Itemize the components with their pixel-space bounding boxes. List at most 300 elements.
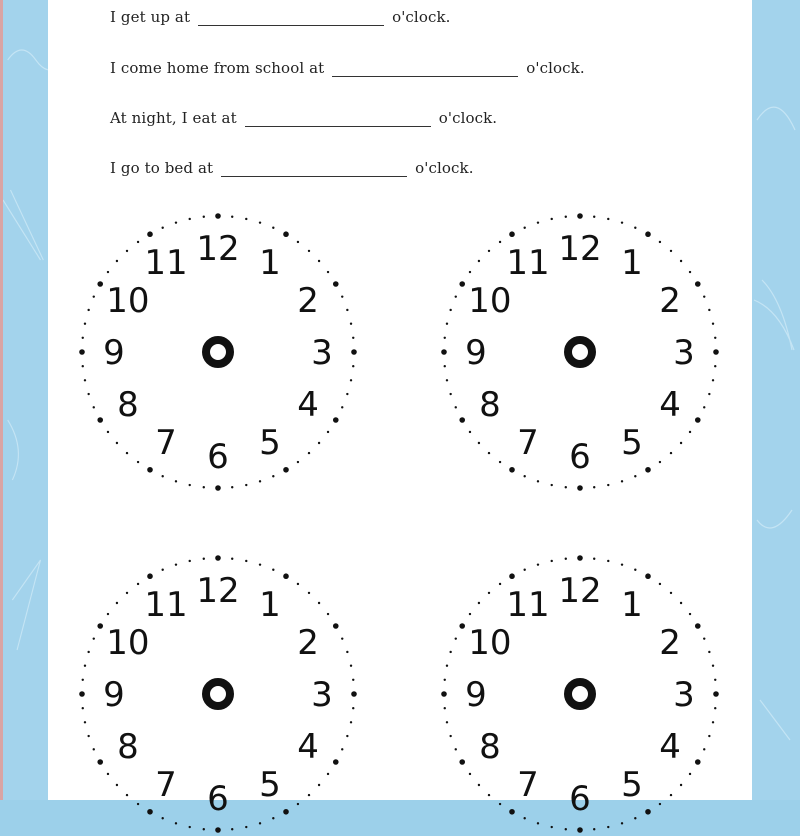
minute-dot — [352, 707, 354, 709]
hour-dot — [645, 809, 651, 815]
minute-dot — [634, 475, 636, 477]
minute-dot — [708, 735, 710, 737]
minute-dot — [478, 602, 480, 604]
clock-svg — [442, 556, 718, 832]
hour-dot — [577, 555, 583, 561]
minute-dot — [352, 365, 354, 367]
hour-dot — [283, 573, 289, 579]
minute-dot — [175, 822, 177, 824]
minute-dot — [670, 250, 672, 252]
minute-dot — [82, 679, 84, 681]
minute-dot — [593, 216, 595, 218]
border-pattern-icon — [752, 0, 800, 800]
minute-dot — [703, 748, 705, 750]
minute-dot — [137, 583, 139, 585]
minute-dot — [469, 613, 471, 615]
hour-dot — [713, 691, 719, 697]
hour-dot — [351, 691, 357, 697]
minute-dot — [231, 828, 233, 830]
minute-dot — [341, 637, 343, 639]
clock-number: 3 — [673, 333, 695, 373]
clock-number: 9 — [103, 333, 125, 373]
minute-dot — [116, 602, 118, 604]
minute-dot — [670, 452, 672, 454]
minute-dot — [297, 241, 299, 243]
minute-dot — [565, 486, 567, 488]
clock-number: 1 — [621, 584, 643, 625]
clock-number: 11 — [506, 584, 550, 625]
minute-dot — [621, 480, 623, 482]
minute-dot — [446, 323, 448, 325]
minute-dot — [607, 484, 609, 486]
sentence-eat-night — [110, 109, 497, 127]
clock-number: 4 — [297, 385, 319, 425]
minute-dot — [659, 241, 661, 243]
minute-dot — [82, 707, 84, 709]
minute-dot — [82, 365, 84, 367]
minute-dot — [297, 461, 299, 463]
minute-dot — [308, 794, 310, 796]
minute-dot — [126, 250, 128, 252]
minute-dot — [607, 560, 609, 562]
minute-dot — [327, 613, 329, 615]
sentence-suffix: o'clock. — [392, 8, 451, 26]
hour-dot — [333, 417, 339, 423]
minute-dot — [137, 803, 139, 805]
hour-dot — [459, 417, 465, 423]
sentence-suffix: o'clock. — [415, 159, 474, 177]
clock-center-icon — [206, 340, 230, 364]
clock-number: 3 — [673, 675, 695, 715]
minute-dot — [161, 227, 163, 229]
sentence-text: At night, I eat at — [110, 109, 237, 127]
minute-dot — [318, 442, 320, 444]
minute-dot — [84, 665, 86, 667]
hour-dot — [713, 349, 719, 355]
minute-dot — [93, 637, 95, 639]
minute-dot — [551, 560, 553, 562]
minute-dot — [488, 592, 490, 594]
clock-center-icon — [206, 682, 230, 706]
clock-number: 12 — [196, 229, 240, 269]
hour-dot — [695, 759, 701, 765]
hour-dot — [215, 555, 221, 561]
hour-dot — [147, 573, 153, 579]
minute-dot — [593, 558, 595, 560]
clock-number: 9 — [103, 675, 125, 715]
hour-dot — [147, 467, 153, 473]
minute-dot — [126, 794, 128, 796]
minute-dot — [469, 431, 471, 433]
clock-number: 12 — [558, 229, 602, 269]
minute-dot — [444, 679, 446, 681]
minute-dot — [203, 558, 205, 560]
clock-number: 8 — [479, 727, 501, 767]
minute-dot — [499, 241, 501, 243]
minute-dot — [499, 583, 501, 585]
clock-number: 5 — [621, 765, 643, 806]
minute-dot — [712, 721, 714, 723]
hour-dot — [97, 623, 103, 629]
sentence-text: I get up at — [110, 8, 191, 26]
minute-dot — [708, 309, 710, 311]
clock-face-2[interactable] — [442, 214, 718, 494]
minute-dot — [551, 484, 553, 486]
clock-number: 11 — [144, 242, 188, 283]
minute-dot — [499, 461, 501, 463]
minute-dot — [116, 260, 118, 262]
minute-dot — [231, 558, 233, 560]
answer-blank[interactable] — [221, 162, 407, 177]
clock-svg — [80, 556, 356, 832]
minute-dot — [175, 221, 177, 223]
minute-dot — [341, 295, 343, 297]
minute-dot — [565, 558, 567, 560]
sentence-suffix: o'clock. — [526, 59, 585, 77]
clock-number: 12 — [196, 571, 240, 611]
minute-dot — [446, 379, 448, 381]
minute-dot — [659, 461, 661, 463]
minute-dot — [116, 784, 118, 786]
minute-dot — [703, 406, 705, 408]
minute-dot — [203, 216, 205, 218]
minute-dot — [231, 216, 233, 218]
minute-dot — [680, 260, 682, 262]
minute-dot — [318, 260, 320, 262]
hour-dot — [509, 231, 515, 237]
minute-dot — [659, 583, 661, 585]
minute-dot — [87, 651, 89, 653]
clock-center-icon — [568, 682, 592, 706]
minute-dot — [449, 735, 451, 737]
minute-dot — [523, 817, 525, 819]
minute-dot — [523, 475, 525, 477]
clock-number: 6 — [569, 437, 591, 477]
minute-dot — [93, 748, 95, 750]
minute-dot — [488, 452, 490, 454]
clock-number: 6 — [207, 779, 229, 819]
minute-dot — [551, 218, 553, 220]
clock-number: 7 — [517, 765, 539, 806]
clock-number: 5 — [621, 423, 643, 464]
clock-number: 7 — [155, 765, 177, 806]
minute-dot — [449, 309, 451, 311]
hour-dot — [645, 573, 651, 579]
hour-dot — [459, 281, 465, 287]
minute-dot — [689, 431, 691, 433]
minute-dot — [670, 592, 672, 594]
minute-dot — [714, 365, 716, 367]
hour-dot — [333, 623, 339, 629]
clock-number: 9 — [465, 333, 487, 373]
minute-dot — [352, 337, 354, 339]
hour-dot — [695, 281, 701, 287]
clock-number: 10 — [468, 281, 512, 321]
clock-face-4[interactable] — [442, 556, 718, 836]
minute-dot — [523, 227, 525, 229]
minute-dot — [346, 309, 348, 311]
minute-dot — [455, 295, 457, 297]
minute-dot — [93, 295, 95, 297]
clock-number: 3 — [311, 333, 333, 373]
hour-dot — [215, 213, 221, 219]
clock-face-1[interactable] — [80, 214, 356, 494]
minute-dot — [708, 393, 710, 395]
minute-dot — [189, 826, 191, 828]
clock-center-icon — [568, 340, 592, 364]
minute-dot — [449, 393, 451, 395]
hour-dot — [283, 467, 289, 473]
minute-dot — [708, 651, 710, 653]
minute-dot — [126, 592, 128, 594]
minute-dot — [137, 461, 139, 463]
minute-dot — [444, 707, 446, 709]
minute-dot — [680, 602, 682, 604]
clock-svg — [80, 214, 356, 490]
clock-number: 4 — [297, 727, 319, 767]
clock-number: 8 — [117, 385, 139, 425]
minute-dot — [444, 365, 446, 367]
minute-dot — [84, 379, 86, 381]
minute-dot — [565, 828, 567, 830]
clock-number: 10 — [468, 623, 512, 663]
hour-dot — [333, 759, 339, 765]
minute-dot — [107, 271, 109, 273]
hour-dot — [509, 573, 515, 579]
hour-dot — [577, 827, 583, 833]
minute-dot — [189, 218, 191, 220]
minute-dot — [478, 260, 480, 262]
minute-dot — [175, 563, 177, 565]
minute-dot — [446, 665, 448, 667]
minute-dot — [607, 218, 609, 220]
border-pattern-icon — [3, 0, 48, 800]
clock-number: 2 — [297, 623, 319, 663]
clock-number: 5 — [259, 765, 281, 806]
minute-dot — [352, 679, 354, 681]
hour-dot — [509, 809, 515, 815]
minute-dot — [203, 828, 205, 830]
hour-dot — [577, 213, 583, 219]
clock-number: 7 — [155, 423, 177, 464]
hour-dot — [215, 827, 221, 833]
minute-dot — [689, 613, 691, 615]
minute-dot — [87, 393, 89, 395]
minute-dot — [680, 442, 682, 444]
clock-number: 4 — [659, 727, 681, 767]
hour-dot — [441, 349, 447, 355]
minute-dot — [455, 406, 457, 408]
minute-dot — [346, 651, 348, 653]
minute-dot — [551, 826, 553, 828]
sentence-come-home — [110, 59, 585, 77]
minute-dot — [87, 735, 89, 737]
clock-number: 8 — [479, 385, 501, 425]
minute-dot — [327, 271, 329, 273]
minute-dot — [449, 651, 451, 653]
minute-dot — [318, 602, 320, 604]
hour-dot — [459, 623, 465, 629]
minute-dot — [621, 221, 623, 223]
clock-number: 10 — [106, 623, 150, 663]
minute-dot — [272, 817, 274, 819]
minute-dot — [126, 452, 128, 454]
minute-dot — [634, 227, 636, 229]
minute-dot — [350, 323, 352, 325]
minute-dot — [488, 250, 490, 252]
clock-number: 9 — [465, 675, 487, 715]
minute-dot — [107, 613, 109, 615]
right-decorative-border — [752, 0, 800, 800]
minute-dot — [245, 560, 247, 562]
hour-dot — [695, 417, 701, 423]
hour-dot — [97, 281, 103, 287]
left-decorative-border — [0, 0, 48, 800]
minute-dot — [634, 569, 636, 571]
minute-dot — [259, 480, 261, 482]
minute-dot — [659, 803, 661, 805]
minute-dot — [82, 337, 84, 339]
minute-dot — [107, 773, 109, 775]
minute-dot — [137, 241, 139, 243]
clock-number: 6 — [207, 437, 229, 477]
clock-svg — [442, 214, 718, 490]
minute-dot — [621, 822, 623, 824]
minute-dot — [689, 271, 691, 273]
minute-dot — [297, 583, 299, 585]
hour-dot — [577, 485, 583, 491]
minute-dot — [712, 323, 714, 325]
minute-dot — [84, 721, 86, 723]
hour-dot — [215, 485, 221, 491]
hour-dot — [97, 759, 103, 765]
sentence-go-to-bed — [110, 159, 474, 177]
minute-dot — [478, 784, 480, 786]
minute-dot — [455, 748, 457, 750]
hour-dot — [645, 467, 651, 473]
minute-dot — [297, 803, 299, 805]
minute-dot — [308, 250, 310, 252]
clock-number: 1 — [259, 584, 281, 625]
minute-dot — [175, 480, 177, 482]
minute-dot — [714, 707, 716, 709]
hour-dot — [79, 691, 85, 697]
minute-dot — [161, 817, 163, 819]
minute-dot — [84, 323, 86, 325]
clock-number: 1 — [259, 242, 281, 283]
minute-dot — [189, 560, 191, 562]
clock-number: 6 — [569, 779, 591, 819]
minute-dot — [537, 822, 539, 824]
minute-dot — [712, 379, 714, 381]
minute-dot — [308, 452, 310, 454]
minute-dot — [327, 773, 329, 775]
minute-dot — [634, 817, 636, 819]
minute-dot — [621, 563, 623, 565]
clock-number: 10 — [106, 281, 150, 321]
clock-number: 11 — [144, 584, 188, 625]
minute-dot — [593, 828, 595, 830]
minute-dot — [523, 569, 525, 571]
minute-dot — [272, 227, 274, 229]
minute-dot — [537, 480, 539, 482]
clock-number: 7 — [517, 423, 539, 464]
answer-blank[interactable] — [332, 62, 518, 77]
minute-dot — [703, 295, 705, 297]
hour-dot — [147, 231, 153, 237]
minute-dot — [272, 475, 274, 477]
minute-dot — [308, 592, 310, 594]
hour-dot — [97, 417, 103, 423]
hour-dot — [283, 809, 289, 815]
minute-dot — [350, 379, 352, 381]
worksheet-page — [48, 0, 752, 819]
minute-dot — [203, 486, 205, 488]
minute-dot — [272, 569, 274, 571]
sentence-text: I go to bed at — [110, 159, 214, 177]
minute-dot — [346, 393, 348, 395]
hour-dot — [351, 349, 357, 355]
minute-dot — [116, 442, 118, 444]
clock-number: 3 — [311, 675, 333, 715]
minute-dot — [245, 826, 247, 828]
minute-dot — [444, 337, 446, 339]
hour-dot — [283, 231, 289, 237]
minute-dot — [318, 784, 320, 786]
minute-dot — [593, 486, 595, 488]
minute-dot — [189, 484, 191, 486]
minute-dot — [446, 721, 448, 723]
minute-dot — [341, 748, 343, 750]
hour-dot — [333, 281, 339, 287]
minute-dot — [245, 218, 247, 220]
minute-dot — [680, 784, 682, 786]
minute-dot — [469, 271, 471, 273]
minute-dot — [341, 406, 343, 408]
minute-dot — [455, 637, 457, 639]
hour-dot — [645, 231, 651, 237]
clock-number: 11 — [506, 242, 550, 283]
clock-number: 1 — [621, 242, 643, 283]
sentence-text: I come home from school at — [110, 59, 325, 77]
minute-dot — [714, 679, 716, 681]
minute-dot — [259, 822, 261, 824]
minute-dot — [350, 665, 352, 667]
clock-number: 5 — [259, 423, 281, 464]
minute-dot — [107, 431, 109, 433]
clock-face-3[interactable] — [80, 556, 356, 836]
minute-dot — [469, 773, 471, 775]
minute-dot — [478, 442, 480, 444]
minute-dot — [689, 773, 691, 775]
answer-blank[interactable] — [245, 112, 431, 127]
minute-dot — [537, 221, 539, 223]
minute-dot — [488, 794, 490, 796]
clock-number: 2 — [659, 281, 681, 321]
minute-dot — [714, 337, 716, 339]
minute-dot — [499, 803, 501, 805]
minute-dot — [607, 826, 609, 828]
minute-dot — [245, 484, 247, 486]
clock-number: 4 — [659, 385, 681, 425]
clock-number: 12 — [558, 571, 602, 611]
hour-dot — [441, 691, 447, 697]
minute-dot — [231, 486, 233, 488]
hour-dot — [459, 759, 465, 765]
answer-blank[interactable] — [198, 11, 384, 26]
minute-dot — [712, 665, 714, 667]
sentence-get-up — [110, 8, 451, 26]
